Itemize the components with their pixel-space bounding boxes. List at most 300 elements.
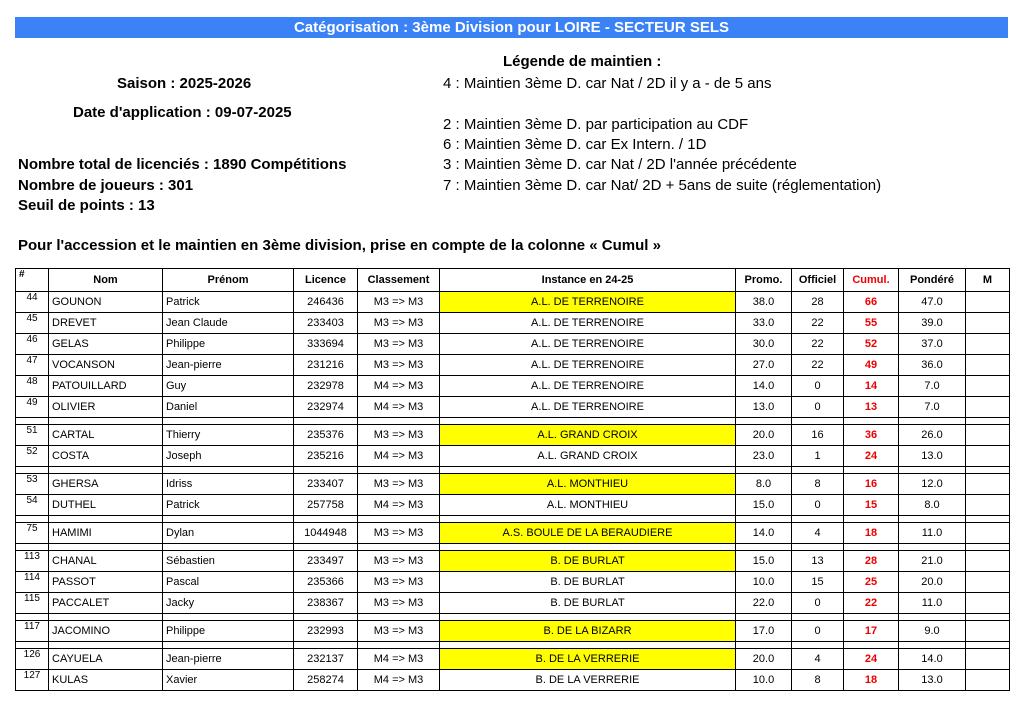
cell-nom: CAYUELA bbox=[49, 649, 163, 670]
cell-classement: M3 => M3 bbox=[358, 621, 440, 642]
season-label: Saison : 2025-2026 bbox=[117, 75, 252, 92]
spacer-cell bbox=[163, 467, 294, 474]
spacer-cell bbox=[294, 544, 358, 551]
table-spacer-row bbox=[16, 544, 1010, 551]
spacer-cell bbox=[163, 614, 294, 621]
cell-promo: 22.0 bbox=[736, 593, 792, 614]
spacer-cell bbox=[440, 516, 736, 523]
spacer-cell bbox=[966, 614, 1010, 621]
legend-title: Légende de maintien : bbox=[503, 53, 662, 70]
cell-m bbox=[966, 621, 1010, 642]
cell-cumul: 66 bbox=[844, 292, 899, 313]
spacer-cell bbox=[163, 642, 294, 649]
cell-licence: 232993 bbox=[294, 621, 358, 642]
spacer-cell bbox=[736, 614, 792, 621]
spacer-cell bbox=[49, 544, 163, 551]
table-row bbox=[16, 621, 1010, 642]
spacer-cell bbox=[899, 418, 966, 425]
cell-promo: 27.0 bbox=[736, 355, 792, 376]
table-row bbox=[16, 551, 1010, 572]
cell-licence: 231216 bbox=[294, 355, 358, 376]
table-row bbox=[16, 397, 1010, 418]
cell-instance: A.L. DE TERRENOIRE bbox=[440, 334, 736, 355]
legend-line: 3 : Maintien 3ème D. car Nat / 2D l'année précédente bbox=[443, 156, 797, 173]
cell-promo: 10.0 bbox=[736, 670, 792, 691]
table-row bbox=[16, 474, 1010, 495]
table-header-row bbox=[16, 269, 1010, 292]
spacer-cell bbox=[294, 467, 358, 474]
cell-nom: PATOUILLARD bbox=[49, 376, 163, 397]
cell-m bbox=[966, 292, 1010, 313]
cell-officiel: 8 bbox=[792, 670, 844, 691]
cell-cumul: 18 bbox=[844, 670, 899, 691]
col-header-prenom: Prénom bbox=[163, 269, 294, 292]
col-header-number: # bbox=[16, 269, 49, 292]
spacer-cell bbox=[163, 516, 294, 523]
cell-promo: 30.0 bbox=[736, 334, 792, 355]
cell-cumul: 24 bbox=[844, 446, 899, 467]
cell-licence: 233403 bbox=[294, 313, 358, 334]
cell-licence: 232137 bbox=[294, 649, 358, 670]
cell-cumul: 28 bbox=[844, 551, 899, 572]
spacer-cell bbox=[899, 516, 966, 523]
spacer-cell bbox=[792, 418, 844, 425]
cell-pondere: 7.0 bbox=[899, 376, 966, 397]
spacer-cell bbox=[899, 467, 966, 474]
cell-number: 47 bbox=[16, 355, 49, 376]
spacer-cell bbox=[792, 516, 844, 523]
cell-cumul: 17 bbox=[844, 621, 899, 642]
spacer-cell bbox=[792, 467, 844, 474]
spacer-cell bbox=[440, 614, 736, 621]
spacer-cell bbox=[736, 544, 792, 551]
cell-nom: CARTAL bbox=[49, 425, 163, 446]
cell-number: 51 bbox=[16, 425, 49, 446]
cell-prenom: Jean-pierre bbox=[163, 355, 294, 376]
cell-nom: DREVET bbox=[49, 313, 163, 334]
spacer-cell bbox=[966, 544, 1010, 551]
spacer-cell bbox=[16, 544, 49, 551]
cumul-note: Pour l'accession et le maintien en 3ème division, prise en compte de la colonne « Cumul » bbox=[18, 237, 661, 254]
cell-pondere: 13.0 bbox=[899, 446, 966, 467]
cell-pondere: 13.0 bbox=[899, 670, 966, 691]
cell-prenom: Jean-pierre bbox=[163, 649, 294, 670]
spacer-cell bbox=[792, 642, 844, 649]
cell-licence: 235216 bbox=[294, 446, 358, 467]
cell-officiel: 16 bbox=[792, 425, 844, 446]
legend-line: 2 : Maintien 3ème D. par participation au CDF bbox=[443, 116, 749, 133]
cell-m bbox=[966, 495, 1010, 516]
cell-pondere: 12.0 bbox=[899, 474, 966, 495]
cell-officiel: 4 bbox=[792, 523, 844, 544]
table-row bbox=[16, 313, 1010, 334]
cell-number: 117 bbox=[16, 621, 49, 642]
table-row bbox=[16, 572, 1010, 593]
spacer-cell bbox=[899, 642, 966, 649]
cell-pondere: 20.0 bbox=[899, 572, 966, 593]
cell-licence: 333694 bbox=[294, 334, 358, 355]
spacer-cell bbox=[358, 516, 440, 523]
cell-cumul: 36 bbox=[844, 425, 899, 446]
cell-officiel: 22 bbox=[792, 334, 844, 355]
cell-number: 52 bbox=[16, 446, 49, 467]
spacer-cell bbox=[736, 418, 792, 425]
spacer-cell bbox=[844, 614, 899, 621]
cell-m bbox=[966, 397, 1010, 418]
cell-pondere: 39.0 bbox=[899, 313, 966, 334]
cell-pondere: 8.0 bbox=[899, 495, 966, 516]
cell-m bbox=[966, 313, 1010, 334]
spacer-cell bbox=[49, 467, 163, 474]
spacer-cell bbox=[294, 418, 358, 425]
cell-number: 49 bbox=[16, 397, 49, 418]
cell-cumul: 52 bbox=[844, 334, 899, 355]
legend-line: 6 : Maintien 3ème D. car Ex Intern. / 1D bbox=[443, 136, 707, 153]
cell-nom: VOCANSON bbox=[49, 355, 163, 376]
cell-nom: GHERSA bbox=[49, 474, 163, 495]
cell-officiel: 0 bbox=[792, 593, 844, 614]
cell-nom: PACCALET bbox=[49, 593, 163, 614]
cell-cumul: 25 bbox=[844, 572, 899, 593]
cell-officiel: 0 bbox=[792, 397, 844, 418]
cell-classement: M3 => M3 bbox=[358, 523, 440, 544]
spacer-cell bbox=[899, 614, 966, 621]
cell-officiel: 15 bbox=[792, 572, 844, 593]
cell-nom: JACOMINO bbox=[49, 621, 163, 642]
spacer-cell bbox=[294, 642, 358, 649]
cell-nom: GELAS bbox=[49, 334, 163, 355]
cell-number: 126 bbox=[16, 649, 49, 670]
cell-nom: DUTHEL bbox=[49, 495, 163, 516]
cell-prenom: Joseph bbox=[163, 446, 294, 467]
spacer-cell bbox=[899, 544, 966, 551]
col-header-instance: Instance en 24-25 bbox=[440, 269, 736, 292]
cell-prenom: Philippe bbox=[163, 334, 294, 355]
table-spacer-row bbox=[16, 516, 1010, 523]
cell-m bbox=[966, 670, 1010, 691]
cell-officiel: 0 bbox=[792, 621, 844, 642]
cell-promo: 14.0 bbox=[736, 376, 792, 397]
cell-pondere: 14.0 bbox=[899, 649, 966, 670]
cell-number: 44 bbox=[16, 292, 49, 313]
cell-licence: 235366 bbox=[294, 572, 358, 593]
table-row bbox=[16, 593, 1010, 614]
cell-classement: M4 => M3 bbox=[358, 670, 440, 691]
cell-officiel: 0 bbox=[792, 376, 844, 397]
spacer-cell bbox=[844, 467, 899, 474]
table-spacer-row bbox=[16, 614, 1010, 621]
cell-prenom: Daniel bbox=[163, 397, 294, 418]
table-row bbox=[16, 292, 1010, 313]
cell-instance: A.L. DE TERRENOIRE bbox=[440, 292, 736, 313]
cell-m bbox=[966, 376, 1010, 397]
cell-classement: M3 => M3 bbox=[358, 355, 440, 376]
cell-pondere: 21.0 bbox=[899, 551, 966, 572]
spacer-cell bbox=[440, 642, 736, 649]
spacer-cell bbox=[16, 467, 49, 474]
cell-m bbox=[966, 474, 1010, 495]
cell-prenom: Jean Claude bbox=[163, 313, 294, 334]
spacer-cell bbox=[49, 516, 163, 523]
cell-instance: B. DE BURLAT bbox=[440, 593, 736, 614]
cell-pondere: 36.0 bbox=[899, 355, 966, 376]
cell-classement: M4 => M3 bbox=[358, 495, 440, 516]
cell-promo: 8.0 bbox=[736, 474, 792, 495]
cell-licence: 235376 bbox=[294, 425, 358, 446]
col-header-promo: Promo. bbox=[736, 269, 792, 292]
cell-licence: 233407 bbox=[294, 474, 358, 495]
cell-officiel: 28 bbox=[792, 292, 844, 313]
col-header-officiel: Officiel bbox=[792, 269, 844, 292]
cell-promo: 14.0 bbox=[736, 523, 792, 544]
table-row bbox=[16, 446, 1010, 467]
cell-prenom: Jacky bbox=[163, 593, 294, 614]
spacer-cell bbox=[844, 418, 899, 425]
cell-promo: 38.0 bbox=[736, 292, 792, 313]
cell-cumul: 55 bbox=[844, 313, 899, 334]
col-header-licence: Licence bbox=[294, 269, 358, 292]
legend-line: 4 : Maintien 3ème D. car Nat / 2D il y a - de 5 ans bbox=[443, 75, 772, 92]
cell-instance: A.L. GRAND CROIX bbox=[440, 446, 736, 467]
spacer-cell bbox=[16, 418, 49, 425]
cell-promo: 10.0 bbox=[736, 572, 792, 593]
cell-m bbox=[966, 572, 1010, 593]
cell-classement: M3 => M3 bbox=[358, 334, 440, 355]
cell-officiel: 22 bbox=[792, 355, 844, 376]
table-row bbox=[16, 523, 1010, 544]
cell-licence: 238367 bbox=[294, 593, 358, 614]
spacer-cell bbox=[294, 516, 358, 523]
cell-cumul: 15 bbox=[844, 495, 899, 516]
cell-instance: B. DE LA BIZARR bbox=[440, 621, 736, 642]
cell-number: 53 bbox=[16, 474, 49, 495]
cell-licence: 257758 bbox=[294, 495, 358, 516]
cell-number: 54 bbox=[16, 495, 49, 516]
cell-instance: A.L. DE TERRENOIRE bbox=[440, 313, 736, 334]
cell-cumul: 14 bbox=[844, 376, 899, 397]
cell-promo: 20.0 bbox=[736, 425, 792, 446]
cell-pondere: 11.0 bbox=[899, 593, 966, 614]
cell-classement: M4 => M3 bbox=[358, 376, 440, 397]
table-row bbox=[16, 495, 1010, 516]
cell-licence: 1044948 bbox=[294, 523, 358, 544]
total-licensees-label: Nombre total de licenciés : 1890 Compétitions bbox=[18, 156, 347, 173]
cell-prenom: Philippe bbox=[163, 621, 294, 642]
application-date-label: Date d'application : 09-07-2025 bbox=[73, 104, 292, 121]
cell-pondere: 9.0 bbox=[899, 621, 966, 642]
points-threshold-label: Seuil de points : 13 bbox=[18, 197, 155, 214]
cell-classement: M4 => M3 bbox=[358, 649, 440, 670]
cell-prenom: Sébastien bbox=[163, 551, 294, 572]
cell-promo: 15.0 bbox=[736, 495, 792, 516]
cell-prenom: Idriss bbox=[163, 474, 294, 495]
spacer-cell bbox=[844, 544, 899, 551]
cell-prenom: Pascal bbox=[163, 572, 294, 593]
spacer-cell bbox=[358, 418, 440, 425]
cell-pondere: 7.0 bbox=[899, 397, 966, 418]
cell-instance: B. DE LA VERRERIE bbox=[440, 649, 736, 670]
cell-m bbox=[966, 551, 1010, 572]
cell-cumul: 13 bbox=[844, 397, 899, 418]
cell-cumul: 22 bbox=[844, 593, 899, 614]
spacer-cell bbox=[440, 467, 736, 474]
spacer-cell bbox=[49, 642, 163, 649]
cell-classement: M3 => M3 bbox=[358, 572, 440, 593]
cell-classement: M3 => M3 bbox=[358, 474, 440, 495]
cell-promo: 23.0 bbox=[736, 446, 792, 467]
cell-instance: A.S. BOULE DE LA BERAUDIERE bbox=[440, 523, 736, 544]
cell-prenom: Patrick bbox=[163, 495, 294, 516]
table-row bbox=[16, 670, 1010, 691]
players-table bbox=[15, 268, 1010, 691]
spacer-cell bbox=[358, 544, 440, 551]
cell-number: 48 bbox=[16, 376, 49, 397]
cell-m bbox=[966, 425, 1010, 446]
spacer-cell bbox=[736, 642, 792, 649]
cell-m bbox=[966, 649, 1010, 670]
spacer-cell bbox=[163, 544, 294, 551]
spacer-cell bbox=[440, 418, 736, 425]
cell-officiel: 22 bbox=[792, 313, 844, 334]
spacer-cell bbox=[966, 516, 1010, 523]
cell-officiel: 13 bbox=[792, 551, 844, 572]
spacer-cell bbox=[163, 418, 294, 425]
cell-nom: COSTA bbox=[49, 446, 163, 467]
cell-licence: 232974 bbox=[294, 397, 358, 418]
spacer-cell bbox=[966, 467, 1010, 474]
spacer-cell bbox=[16, 642, 49, 649]
cell-instance: A.L. MONTHIEU bbox=[440, 474, 736, 495]
cell-licence: 258274 bbox=[294, 670, 358, 691]
cell-officiel: 0 bbox=[792, 495, 844, 516]
cell-cumul: 18 bbox=[844, 523, 899, 544]
cell-instance: A.L. GRAND CROIX bbox=[440, 425, 736, 446]
cell-instance: A.L. DE TERRENOIRE bbox=[440, 355, 736, 376]
col-header-nom: Nom bbox=[49, 269, 163, 292]
cell-instance: B. DE BURLAT bbox=[440, 572, 736, 593]
spacer-cell bbox=[358, 467, 440, 474]
cell-m bbox=[966, 446, 1010, 467]
spacer-cell bbox=[16, 516, 49, 523]
cell-promo: 33.0 bbox=[736, 313, 792, 334]
cell-cumul: 49 bbox=[844, 355, 899, 376]
cell-nom: CHANAL bbox=[49, 551, 163, 572]
spacer-cell bbox=[792, 544, 844, 551]
spacer-cell bbox=[736, 467, 792, 474]
cell-instance: B. DE LA VERRERIE bbox=[440, 670, 736, 691]
cell-nom: HAMIMI bbox=[49, 523, 163, 544]
cell-promo: 20.0 bbox=[736, 649, 792, 670]
cell-cumul: 24 bbox=[844, 649, 899, 670]
cell-m bbox=[966, 334, 1010, 355]
cell-licence: 233497 bbox=[294, 551, 358, 572]
cell-classement: M3 => M3 bbox=[358, 593, 440, 614]
spacer-cell bbox=[844, 642, 899, 649]
cell-classement: M4 => M3 bbox=[358, 446, 440, 467]
cell-promo: 17.0 bbox=[736, 621, 792, 642]
spacer-cell bbox=[844, 516, 899, 523]
cell-m bbox=[966, 523, 1010, 544]
cell-classement: M3 => M3 bbox=[358, 425, 440, 446]
cell-prenom: Dylan bbox=[163, 523, 294, 544]
player-count-label: Nombre de joueurs : 301 bbox=[18, 177, 194, 194]
spacer-cell bbox=[358, 642, 440, 649]
cell-instance: B. DE BURLAT bbox=[440, 551, 736, 572]
spacer-cell bbox=[440, 544, 736, 551]
cell-number: 127 bbox=[16, 670, 49, 691]
cell-nom: PASSOT bbox=[49, 572, 163, 593]
cell-instance: A.L. MONTHIEU bbox=[440, 495, 736, 516]
cell-number: 46 bbox=[16, 334, 49, 355]
spacer-cell bbox=[358, 614, 440, 621]
spacer-cell bbox=[49, 418, 163, 425]
table-spacer-row bbox=[16, 467, 1010, 474]
cell-promo: 15.0 bbox=[736, 551, 792, 572]
col-header-pondere: Pondéré bbox=[899, 269, 966, 292]
cell-pondere: 11.0 bbox=[899, 523, 966, 544]
cell-number: 75 bbox=[16, 523, 49, 544]
cell-nom: KULAS bbox=[49, 670, 163, 691]
table-row bbox=[16, 425, 1010, 446]
cell-licence: 232978 bbox=[294, 376, 358, 397]
cell-pondere: 26.0 bbox=[899, 425, 966, 446]
spacer-cell bbox=[49, 614, 163, 621]
table-row bbox=[16, 334, 1010, 355]
cell-officiel: 1 bbox=[792, 446, 844, 467]
spacer-cell bbox=[966, 642, 1010, 649]
cell-classement: M3 => M3 bbox=[358, 292, 440, 313]
table-spacer-row bbox=[16, 418, 1010, 425]
cell-classement: M3 => M3 bbox=[358, 551, 440, 572]
legend-line: 7 : Maintien 3ème D. car Nat/ 2D + 5ans de suite (réglementation) bbox=[443, 177, 882, 194]
cell-promo: 13.0 bbox=[736, 397, 792, 418]
cell-cumul: 16 bbox=[844, 474, 899, 495]
cell-pondere: 37.0 bbox=[899, 334, 966, 355]
cell-nom: OLIVIER bbox=[49, 397, 163, 418]
table-row bbox=[16, 649, 1010, 670]
cell-prenom: Thierry bbox=[163, 425, 294, 446]
spacer-cell bbox=[294, 614, 358, 621]
cell-m bbox=[966, 593, 1010, 614]
col-header-classement: Classement bbox=[358, 269, 440, 292]
spacer-cell bbox=[736, 516, 792, 523]
cell-pondere: 47.0 bbox=[899, 292, 966, 313]
cell-m bbox=[966, 355, 1010, 376]
spacer-cell bbox=[792, 614, 844, 621]
cell-prenom: Patrick bbox=[163, 292, 294, 313]
cell-classement: M4 => M3 bbox=[358, 397, 440, 418]
cell-number: 45 bbox=[16, 313, 49, 334]
page-title-banner: Catégorisation : 3ème Division pour LOIRE - SECTEUR SELS bbox=[15, 17, 1008, 38]
cell-nom: GOUNON bbox=[49, 292, 163, 313]
cell-prenom: Xavier bbox=[163, 670, 294, 691]
table-spacer-row bbox=[16, 642, 1010, 649]
table-row bbox=[16, 376, 1010, 397]
col-header-cumul: Cumul. bbox=[844, 269, 899, 292]
cell-prenom: Guy bbox=[163, 376, 294, 397]
table-row bbox=[16, 355, 1010, 376]
spacer-cell bbox=[966, 418, 1010, 425]
cell-licence: 246436 bbox=[294, 292, 358, 313]
cell-instance: A.L. DE TERRENOIRE bbox=[440, 376, 736, 397]
cell-classement: M3 => M3 bbox=[358, 313, 440, 334]
cell-number: 113 bbox=[16, 551, 49, 572]
cell-officiel: 8 bbox=[792, 474, 844, 495]
spacer-cell bbox=[16, 614, 49, 621]
cell-instance: A.L. DE TERRENOIRE bbox=[440, 397, 736, 418]
cell-number: 115 bbox=[16, 593, 49, 614]
cell-number: 114 bbox=[16, 572, 49, 593]
